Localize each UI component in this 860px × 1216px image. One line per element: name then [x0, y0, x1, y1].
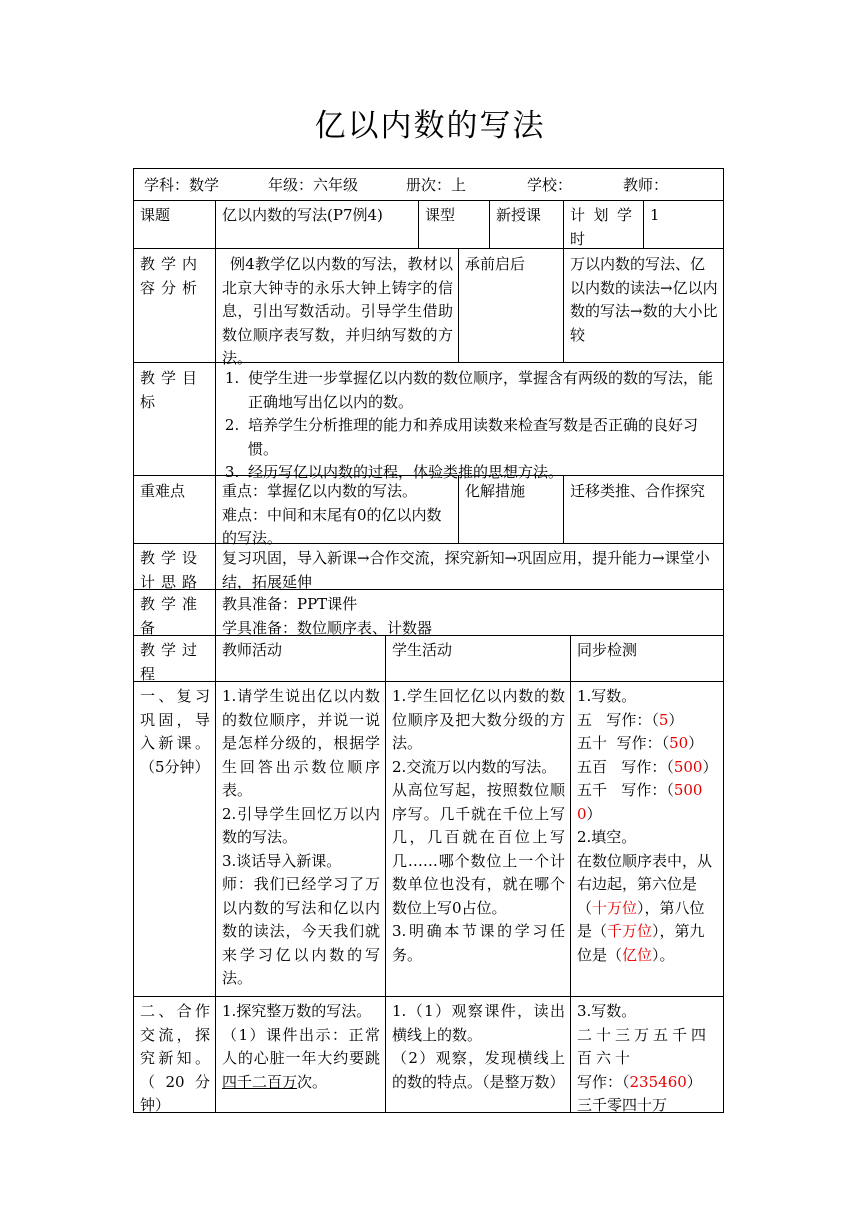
teacher-prep: 教具准备：PPT课件	[222, 595, 358, 613]
check-next: 三千零四十万	[577, 1096, 668, 1114]
check-item	[577, 709, 718, 733]
col-student-header: 学生活动	[392, 641, 453, 659]
stage1-student-step: 1.学生回忆亿以内数的数位顺序及把大数分级的方法。	[392, 687, 565, 752]
check-answer-line	[577, 1071, 718, 1095]
stage2-student-step: （2）观察，发现横线上的数的特点。（是整万数）	[392, 1049, 565, 1091]
goal-item: 2. 培养学生分析推理的能力和养成用读数来检查写数是否正确的良好习惯。	[244, 414, 718, 461]
check-item	[577, 756, 718, 780]
header-volume: 册次：上	[406, 176, 467, 194]
stage1-teacher-step: 2.引导学生回忆万以内数的写法。	[222, 804, 380, 846]
key-point: 重点：掌握亿以内数的写法。	[222, 482, 418, 500]
check-q3: 3.写数。	[577, 1002, 637, 1020]
check-post: ）	[688, 734, 704, 752]
check-answer: 亿位	[622, 945, 653, 964]
stage1-label: 一、复习巩固，导入新课。（5分钟）	[140, 687, 210, 776]
check-pre: 写作：（	[577, 1072, 630, 1091]
check-post: ）	[668, 710, 684, 729]
underlined-number: 四千二百万	[222, 1072, 298, 1091]
planned-hours-value: 1	[650, 206, 660, 224]
process-label: 教学过程	[140, 641, 204, 683]
step-text: 次。	[297, 1072, 328, 1091]
check-post: ）	[686, 1072, 702, 1091]
goals-list	[217, 365, 723, 487]
goals-label: 教学目标	[140, 369, 204, 411]
key-difficult-label: 重难点	[140, 482, 186, 500]
check-answer: 5	[658, 710, 669, 729]
q2-mid: ），第八位是（	[577, 898, 705, 940]
goal-item: 1. 使学生进一步掌握亿以内数的数位顺序，掌握含有两级的数的写法，能正确地写出亿以内的数。	[244, 367, 718, 414]
lesson-type-label: 课型	[425, 206, 456, 224]
check-answer: 500	[673, 757, 703, 776]
stage2-teacher-step	[222, 1024, 380, 1095]
check-answer: 5000	[577, 781, 703, 823]
check-q2-text	[577, 850, 718, 968]
check-q1: 1.写数。	[577, 687, 637, 705]
link-label: 承前启后	[465, 255, 526, 273]
stage1-student	[387, 683, 570, 969]
header-teacher: 教师：	[623, 176, 669, 194]
prep-label: 教学准备	[140, 595, 204, 637]
stage1-teacher-step: 3.谈话导入新课。	[222, 851, 342, 870]
check-item	[577, 732, 718, 756]
check-post: ）	[586, 804, 602, 823]
stage2-student-step: 1.（1）观察课件，读出横线上的数。	[392, 1002, 565, 1044]
check-num: 二十三万五千四百六十	[577, 1025, 711, 1067]
check-pre: 写作：（	[606, 710, 659, 729]
page-title: 亿以内数的写法	[314, 108, 546, 144]
step-text: （1）课件出示：正常人的心脏一年大约要跳	[222, 1025, 380, 1067]
col-teacher-header: 教师活动	[222, 641, 283, 659]
stage1-student-step: 从高位写起，按照数位顺序写。几千就在千位上写几，几百就在百位上写几……哪个数位上一个计数单位也没有，就在哪个数位上写0占位。	[392, 781, 565, 917]
check-pre: 写作：（	[621, 757, 674, 776]
header-subject: 学科：数学	[144, 176, 220, 194]
content-analysis-text: 例4教学亿以内数的写法，教材以北京大钟寺的永乐大钟上铸字的信息，引出写数活动。引导学生借助数位顺序表写数，并归纳写数的方法。	[222, 255, 453, 367]
stage2-teacher	[217, 998, 385, 1096]
q2-end: ）。	[652, 945, 675, 964]
stage1-student-step: 3.明确本节课的学习任务。	[392, 922, 565, 964]
measure-text: 迁移类推、合作探究	[570, 482, 706, 500]
check-answer: 50	[669, 734, 689, 752]
planned-hours-label: 计划学时	[570, 206, 638, 248]
check-pre: 写作：（	[621, 781, 674, 799]
check-post: ）	[702, 757, 718, 776]
topic-label: 课题	[140, 206, 171, 224]
q2-mid: ），第九位是（	[577, 922, 705, 964]
check-item	[577, 779, 718, 826]
check-answer: 十万位	[592, 898, 638, 917]
design-label: 教学设计思路	[140, 549, 204, 591]
check-num: 五十	[577, 734, 608, 752]
stage1-teacher-step: 1.请学生说出亿以内数的数位顺序，并说一说是怎样分级的，根据学生回答出示数位顺序表。	[222, 687, 380, 799]
content-analysis-label: 教学内容分析	[140, 255, 204, 297]
difficult-point: 难点：中间和末尾有0的亿以内数的写法。	[222, 505, 442, 547]
stage2-label: 二、合作交流，探究新知。（20分钟）	[140, 1002, 210, 1114]
goal-item: 3. 经历写亿以内数的过程，体验类推的思想方法。	[244, 461, 718, 485]
check-num: 五	[577, 710, 593, 729]
stage1-teacher	[217, 683, 385, 993]
check-answer: 235460	[629, 1072, 687, 1091]
measure-label: 化解措施	[465, 482, 526, 500]
key-difficult-text	[217, 478, 458, 553]
link-text: 万以内数的写法、亿以内数的读法→亿以内数的写法→数的大小比较	[570, 255, 718, 344]
check-q2: 2.填空。	[577, 828, 637, 846]
header-grade: 年级：六年级	[268, 176, 359, 194]
stage2-student	[387, 998, 570, 1096]
check-num: 五百	[577, 757, 608, 776]
col-check-header: 同步检测	[577, 641, 638, 659]
prep-text	[217, 591, 723, 642]
stage1-teacher-step: 师：我们已经学习了万以内数的写法和亿以内数的读法，今天我们就来学习亿以内数的写法。	[222, 875, 380, 987]
stage1-student-step: 2.交流万以内数的写法。	[392, 757, 557, 776]
stage1-check	[572, 683, 723, 969]
header-school: 学校：	[527, 176, 573, 194]
lesson-type-value: 新授课	[496, 206, 542, 224]
topic-value: 亿以内数的写法(P7例4)	[222, 206, 383, 224]
check-answer: 千万位	[607, 922, 653, 940]
q2-text: 在数位顺序表中，从右边起，第六位是（	[577, 851, 713, 917]
student-prep: 学具准备：数位顺序表、计数器	[222, 618, 433, 637]
design-text: 复习巩固，导入新课→合作交流，探究新知→巩固应用，提升能力→课堂小结，拓展延伸	[222, 549, 710, 591]
check-pre: 写作：（	[616, 734, 670, 752]
stage2-check	[572, 998, 723, 1120]
stage2-teacher-step: 1.探究整万数的写法。	[222, 1002, 372, 1020]
check-num: 五千	[577, 781, 608, 799]
